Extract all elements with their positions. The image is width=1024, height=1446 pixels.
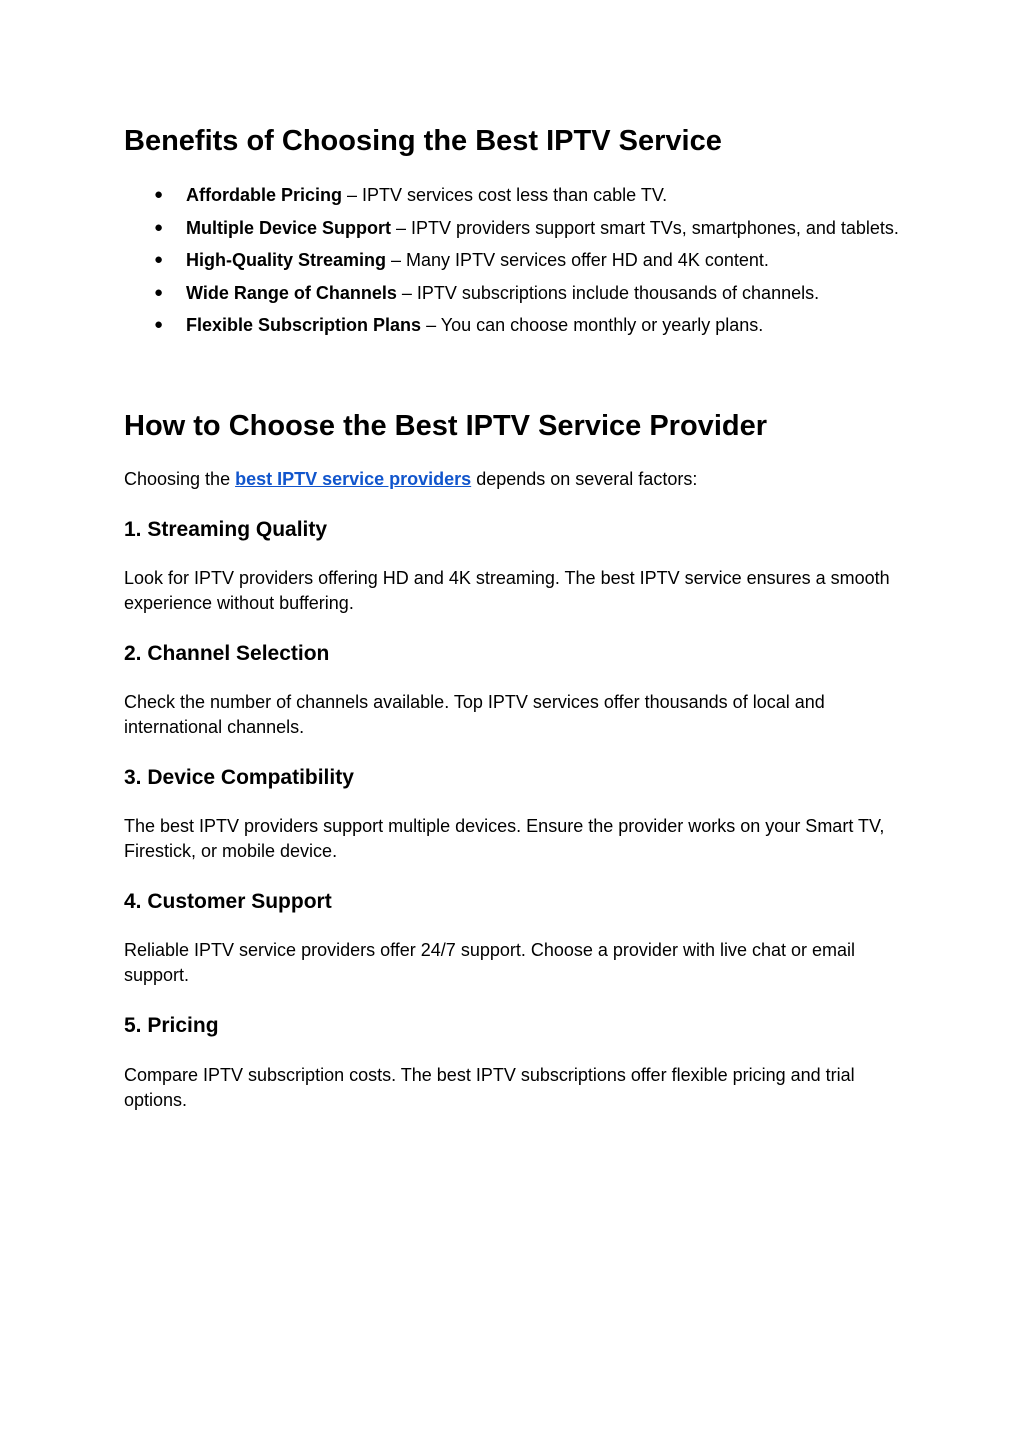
factor-heading: 3. Device Compatibility xyxy=(124,766,354,789)
section-title-how-to-choose: How to Choose the Best IPTV Service Provider xyxy=(124,410,767,442)
bullet-icon: ● xyxy=(154,186,164,203)
benefit-text: – IPTV providers support smart TVs, smartphones, and tablets. xyxy=(391,217,899,238)
intro-text-after: depends on several factors: xyxy=(471,469,698,489)
benefit-label: Flexible Subscription Plans xyxy=(186,315,422,336)
providers-link[interactable]: best IPTV service providers xyxy=(235,469,472,489)
factor-heading: 2. Channel Selection xyxy=(124,642,330,665)
bullet-icon: ● xyxy=(154,218,164,236)
factor-heading: 1. Streaming Quality xyxy=(124,518,328,541)
list-item xyxy=(124,277,904,310)
factor-heading: 5. Pricing xyxy=(124,1014,219,1037)
factor-heading: 4. Customer Support xyxy=(124,890,332,913)
factor-body: Look for IPTV providers offering HD and 4K streaming. The best IPTV service ensures a smooth experience without buffering. xyxy=(124,568,890,613)
benefits-list xyxy=(124,179,904,342)
factor-body: Compare IPTV subscription costs. The best IPTV subscriptions offer flexible pricing and trial options. xyxy=(124,1065,855,1110)
bullet-icon: ● xyxy=(154,283,164,301)
list-item xyxy=(124,309,904,342)
bullet-icon: ● xyxy=(154,316,164,334)
intro-text-before: Choosing the xyxy=(124,469,236,489)
list-item xyxy=(124,179,904,212)
list-item xyxy=(124,212,904,245)
factor-body: Check the number of channels available. Top IPTV services offer thousands of local and international channels. xyxy=(124,692,825,737)
benefit-label: Affordable Pricing xyxy=(186,185,343,205)
benefit-text: – You can choose monthly or yearly plans. xyxy=(421,315,764,336)
benefit-text: – IPTV services cost less than cable TV. xyxy=(342,185,668,205)
list-item xyxy=(124,244,904,277)
benefit-text: – IPTV subscriptions include thousands of channels. xyxy=(396,282,820,303)
section-title-benefits: Benefits of Choosing the Best IPTV Service xyxy=(124,125,722,157)
factor-body: The best IPTV providers support multiple devices. Ensure the provider works on your Smart TV, Firestick, or mobile device. xyxy=(124,816,885,861)
intro-paragraph xyxy=(124,467,904,492)
benefit-label: Multiple Device Support xyxy=(186,217,392,238)
factor-body: Reliable IPTV service providers offer 24/7 support. Choose a provider with live chat or email support. xyxy=(124,940,856,985)
benefit-text: – Many IPTV services offer HD and 4K content. xyxy=(386,250,769,271)
benefit-label: Wide Range of Channels xyxy=(186,282,397,303)
benefit-label: High-Quality Streaming xyxy=(186,250,387,271)
bullet-icon: ● xyxy=(154,251,164,269)
